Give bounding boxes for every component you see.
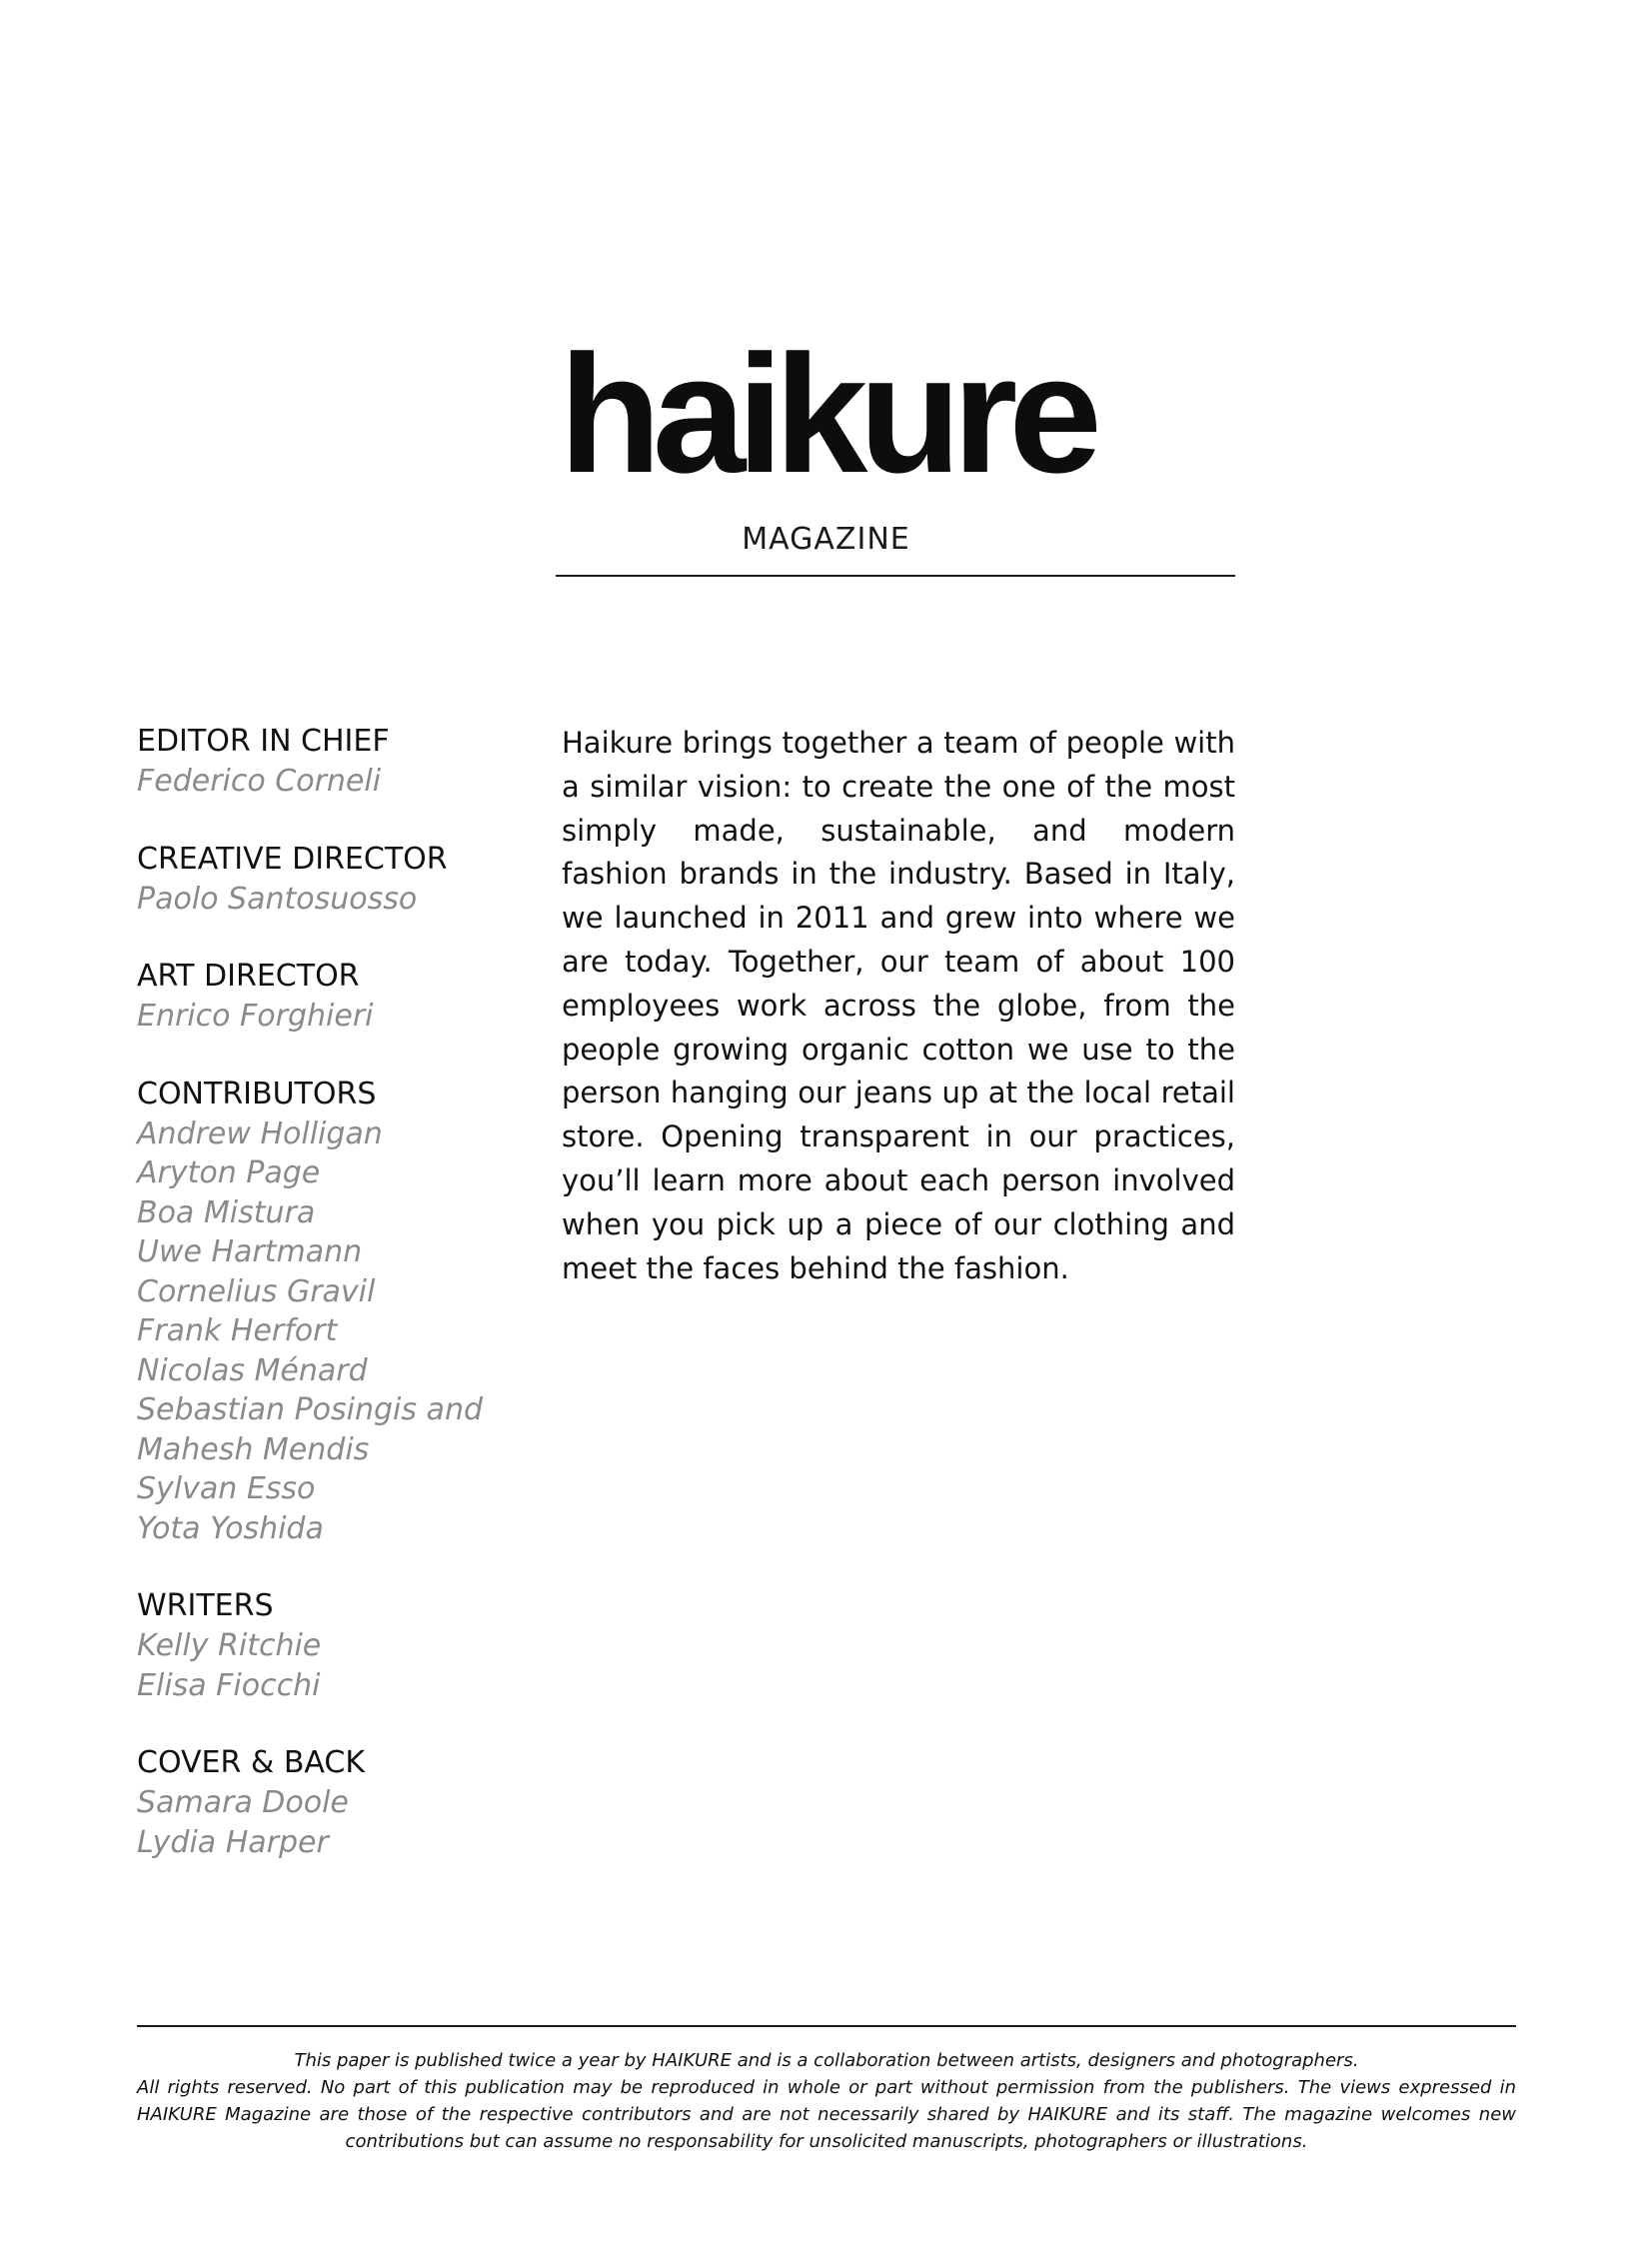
legal-footer bbox=[137, 2047, 1516, 2155]
credit-person-name: Sebastian Posingis and bbox=[137, 1392, 483, 1427]
credit-role-heading: EDITOR IN CHIEF bbox=[137, 724, 390, 759]
credit-person-name: Nicolas Ménard bbox=[137, 1352, 368, 1388]
credit-group bbox=[137, 957, 537, 1037]
credit-group bbox=[137, 1586, 537, 1705]
footer-divider bbox=[137, 2025, 1516, 2027]
credit-person-name: Kelly Ritchie bbox=[137, 1628, 322, 1663]
credit-person-name: Federico Corneli bbox=[137, 764, 382, 799]
credit-role-heading: WRITERS bbox=[137, 1588, 274, 1623]
credit-person-name: Cornelius Gravil bbox=[137, 1273, 376, 1309]
footer-publication-note: This paper is published twice a year by HAIKURE and is a collaboration between artists, designers and photographers. bbox=[294, 2050, 1359, 2071]
credit-person-name: Andrew Holligan bbox=[137, 1116, 383, 1151]
credit-role-heading: CONTRIBUTORS bbox=[137, 1076, 377, 1112]
credit-group bbox=[137, 1075, 537, 1549]
credit-role-heading: CREATIVE DIRECTOR bbox=[137, 841, 448, 877]
credit-person-name: Mahesh Mendis bbox=[137, 1431, 370, 1467]
credit-person-name: Yota Yoshida bbox=[137, 1510, 324, 1546]
credit-person-name: Boa Mistura bbox=[137, 1194, 316, 1230]
footer-rights-notice: All rights reserved. No part of this publication may be reproduced in whole or part without permission from the publishers. The views expressed in HAIKURE Magazine are those of the respective contributors and are not necessarily shared by HAIKURE and its staff. The magazine welcomes new contributions but can assume no responsability for unsolicited manuscripts, photographers or illustrations. bbox=[137, 2077, 1516, 2152]
masthead bbox=[0, 320, 1652, 557]
credit-person-name: Lydia Harper bbox=[137, 1824, 329, 1860]
credit-group bbox=[137, 722, 537, 802]
credit-person-name: Paolo Santosuosso bbox=[137, 881, 418, 917]
credit-group bbox=[137, 1743, 537, 1862]
magazine-logo: haikure bbox=[559, 320, 1093, 508]
credit-person-name: Sylvan Esso bbox=[137, 1471, 316, 1506]
masthead-divider bbox=[556, 575, 1235, 577]
credit-person-name: Elisa Fiocchi bbox=[137, 1667, 321, 1703]
credit-group bbox=[137, 840, 537, 920]
credit-person-name: Samara Doole bbox=[137, 1785, 349, 1820]
credit-person-name: Uwe Hartmann bbox=[137, 1234, 363, 1269]
credit-role-heading: COVER & BACK bbox=[137, 1745, 366, 1780]
credit-person-name: Aryton Page bbox=[137, 1155, 321, 1190]
magazine-subtitle: MAGAZINE bbox=[742, 522, 910, 557]
credit-person-name: Frank Herfort bbox=[137, 1313, 338, 1348]
credit-role-heading: ART DIRECTOR bbox=[137, 959, 360, 994]
intro-paragraph: Haikure brings together a team of people with a similar vision: to create the one of the most simply made, sustainable, and modern fashion brands in the industry. Based in Italy, we launched in 2011 and grew into where we are today. Together, our team of about 100 employees work across the globe, from the people growing organic cotton we use to the person hanging our jeans up at the local retail store. Opening transparent in our practices, you’ll learn more about each person involved when you pick up a piece of our clothing and meet the faces behind the fashion. bbox=[562, 726, 1235, 1285]
credit-person-name: Enrico Forghieri bbox=[137, 999, 374, 1034]
staff-credits bbox=[137, 722, 537, 1900]
